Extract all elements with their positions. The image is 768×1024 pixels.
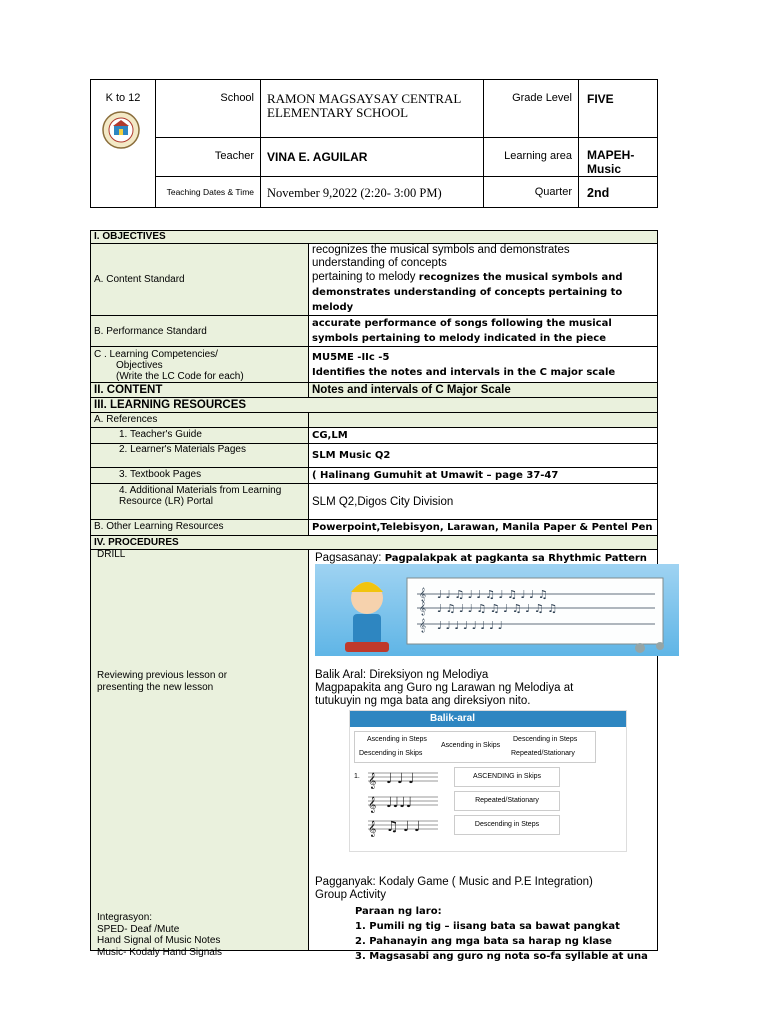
balik-opt-4: Descending in Skips xyxy=(359,750,423,757)
area-label: Learning area xyxy=(504,150,572,162)
content-standard-line-2: understanding of concepts xyxy=(312,257,447,269)
pagganyak-line-1: Pagganyak: Kodaly Game ( Music and P.E Integration) xyxy=(315,876,593,888)
pagsasanay-label: Pagsasanay: xyxy=(315,552,385,564)
rhythmic-pattern-image xyxy=(315,564,679,656)
integ-line-1: Integrasyon: xyxy=(97,912,153,923)
balik-opt-3: Ascending in Skips xyxy=(441,742,501,749)
objectives-heading: I. OBJECTIVES xyxy=(91,231,658,244)
teacher-label-cell xyxy=(156,138,261,177)
area-label-cell xyxy=(484,138,579,177)
tg-value: CG,LM xyxy=(309,428,658,444)
balik-aral-slide xyxy=(349,710,627,852)
integ-line-3: Hand Signal of Music Notes xyxy=(97,935,221,946)
tg-label: 1. Teacher's Guide xyxy=(91,428,309,444)
balik-line-1: Balik Aral: Direksiyon ng Melodiya xyxy=(315,669,489,681)
balik-aral-text xyxy=(315,669,573,708)
svg-text:𝄞: 𝄞 xyxy=(368,773,377,789)
svg-text:♫ ♩ ♩: ♫ ♩ ♩ xyxy=(386,819,421,835)
am-value: SLM Q2,Digos City Division xyxy=(309,484,658,520)
balik-line-2: Magpapakita ang Guro ng Larawan ng Melodiya at xyxy=(315,682,574,694)
svg-text:♩ ♩ ♩: ♩ ♩ ♩ xyxy=(386,771,415,787)
balik-slide-title: Balik-aral xyxy=(350,711,626,727)
lc-code: MU5ME -IIc -5 xyxy=(312,352,390,363)
school-label-cell xyxy=(156,80,261,138)
lc-label-3: (Write the LC Code for each) xyxy=(116,371,244,382)
balik-num-1: 1. xyxy=(354,773,360,780)
step-1: 1. Pumili ng tig – iisang bata sa bawat pangkat xyxy=(355,921,620,932)
lc-value-cell xyxy=(309,347,658,383)
paraan-block xyxy=(355,904,648,964)
other-resources-label: B. Other Learning Resources xyxy=(91,520,309,536)
child-cartoon-icon xyxy=(345,582,389,652)
procedures-label-cell xyxy=(91,549,309,958)
school-value: RAMON MAGSAYSAY CENTRAL ELEMENTARY SCHOOL xyxy=(267,91,461,120)
balik-opt-5: Repeated/Stationary xyxy=(511,750,575,757)
pagganyak-text xyxy=(315,876,593,902)
lm-value: SLM Music Q2 xyxy=(309,444,658,468)
balik-ans-2: Repeated/Stationary xyxy=(454,791,560,811)
pagsasanay-value: Pagpalakpak at pagkanta sa Rhythmic Pattern xyxy=(384,553,647,564)
svg-text:𝄞: 𝄞 xyxy=(419,587,427,601)
treble-clef-icon xyxy=(368,767,438,839)
header-table xyxy=(90,79,658,208)
dates-value-cell xyxy=(261,177,484,208)
school-value-cell xyxy=(261,80,484,138)
lc-label-cell xyxy=(91,347,309,383)
performance-standard-label: B. Performance Standard xyxy=(91,316,309,347)
other-resources-value: Powerpoint,Telebisyon, Larawan, Manila Paper & Pentel Pen xyxy=(309,520,658,536)
procedures-heading: IV. PROCEDURES xyxy=(91,536,658,550)
dates-label-cell xyxy=(156,177,261,208)
quarter-value-cell xyxy=(579,177,658,208)
drill-label: DRILL xyxy=(97,549,126,560)
content-standard-cell xyxy=(309,244,658,316)
content-standard-line-3: pertaining to melody xyxy=(312,271,419,283)
k-to-12-label: K to 12 xyxy=(105,92,141,104)
grade-label: Grade Level xyxy=(512,92,572,104)
balik-ans-3: Descending in Steps xyxy=(454,815,560,835)
content-standard-bold: recognizes the musical symbols and demonstrates understanding of concepts pertaining to melody xyxy=(312,272,623,313)
lm-label: 2. Learner's Materials Pages xyxy=(91,444,309,468)
content-standard-label: A. Content Standard xyxy=(91,244,309,316)
procedures-content-cell xyxy=(309,550,658,962)
teacher-value-cell xyxy=(261,138,484,177)
svg-text:𝄞: 𝄞 xyxy=(419,601,427,615)
content-heading: II. CONTENT xyxy=(91,383,309,398)
content-standard-line-1: recognizes the musical symbols and demonstrates xyxy=(312,244,570,256)
content-value: Notes and intervals of C Major Scale xyxy=(309,383,658,398)
area-value: MAPEH-Music xyxy=(587,148,635,176)
resources-heading: III. LEARNING RESOURCES xyxy=(91,398,658,413)
am-label: 4. Additional Materials from Learning Resource (LR) Portal xyxy=(91,484,309,520)
balik-opt-2: Descending in Steps xyxy=(513,736,578,743)
grade-label-cell xyxy=(484,80,579,138)
references-label: A. References xyxy=(91,413,309,428)
svg-text:♩ ♫ ♩ ♩ ♫ ♫ ♩ ♫ ♩ ♫ ♫: ♩ ♫ ♩ ♩ ♫ ♫ ♩ ♫ ♩ ♫ ♫ xyxy=(437,602,558,615)
dates-value: November 9,2022 (2:20- 3:00 PM) xyxy=(267,186,442,200)
integ-line-2: SPED- Deaf /Mute xyxy=(97,923,180,935)
svg-text:𝄞: 𝄞 xyxy=(419,618,427,632)
teacher-value: VINA E. AGUILAR xyxy=(267,150,368,164)
references-empty xyxy=(309,413,658,428)
step-3: 3. Magsasabi ang guro ng nota so-fa syllable at una xyxy=(355,951,648,962)
quarter-label-cell xyxy=(484,177,579,208)
tb-value: ( Halinang Gumuhit at Umawit – page 37-47 xyxy=(309,468,658,484)
svg-text:𝄞: 𝄞 xyxy=(368,797,377,813)
balik-ans-1: ASCENDING in Skips xyxy=(454,767,560,787)
grade-value: FIVE xyxy=(587,92,614,106)
performance-standard-cell xyxy=(309,316,658,347)
balik-options-box xyxy=(354,731,596,763)
lc-value: Identifies the notes and intervals in the C major scale xyxy=(312,367,616,378)
lesson-plan-table xyxy=(90,230,658,962)
review-label: Reviewing previous lesson or presenting the new lesson xyxy=(97,670,228,693)
school-label: School xyxy=(220,92,254,104)
balik-line-3: tutukuyin ng mga bata ang direksiyon nito. xyxy=(315,695,531,707)
dates-label: Teaching Dates & Time xyxy=(166,187,254,197)
quarter-value: 2nd xyxy=(587,186,610,200)
integ-line-4: Music- Kodaly Hand Signals xyxy=(97,946,223,958)
svg-text:♩ ♩ ♫ ♩ ♩ ♫ ♩ ♫ ♩ ♩ ♫: ♩ ♩ ♫ ♩ ♩ ♫ ♩ ♫ ♩ ♩ ♫ xyxy=(437,588,548,601)
teacher-label: Teacher xyxy=(214,150,254,162)
svg-text:𝄞: 𝄞 xyxy=(368,821,377,837)
integrasyon-block xyxy=(97,912,222,958)
balik-opt-1: Ascending in Steps xyxy=(367,736,427,743)
quarter-label: Quarter xyxy=(534,186,572,198)
area-value-cell xyxy=(579,138,658,177)
tb-label: 3. Textbook Pages xyxy=(91,468,309,484)
svg-text:♩ ♩ ♩ ♩ ♩ ♩ ♩ ♩: ♩ ♩ ♩ ♩ ♩ ♩ ♩ ♩ xyxy=(437,619,503,632)
lc-label-1: C . Learning Competencies/ xyxy=(94,349,218,360)
grade-value-cell xyxy=(579,80,658,138)
paraan-label: Paraan ng laro: xyxy=(355,906,442,917)
k12-cell xyxy=(91,80,156,208)
performance-standard-value: accurate performance of songs following the musical symbols pertaining to melody indicated in the piece xyxy=(312,318,612,344)
pagganyak-line-2: Group Activity xyxy=(315,889,386,901)
svg-text:♩♩♩♩: ♩♩♩♩ xyxy=(386,795,413,811)
lc-label-2: Objectives xyxy=(116,360,163,371)
step-2: 2. Pahanayin ang mga bata sa harap ng klase xyxy=(355,936,612,947)
